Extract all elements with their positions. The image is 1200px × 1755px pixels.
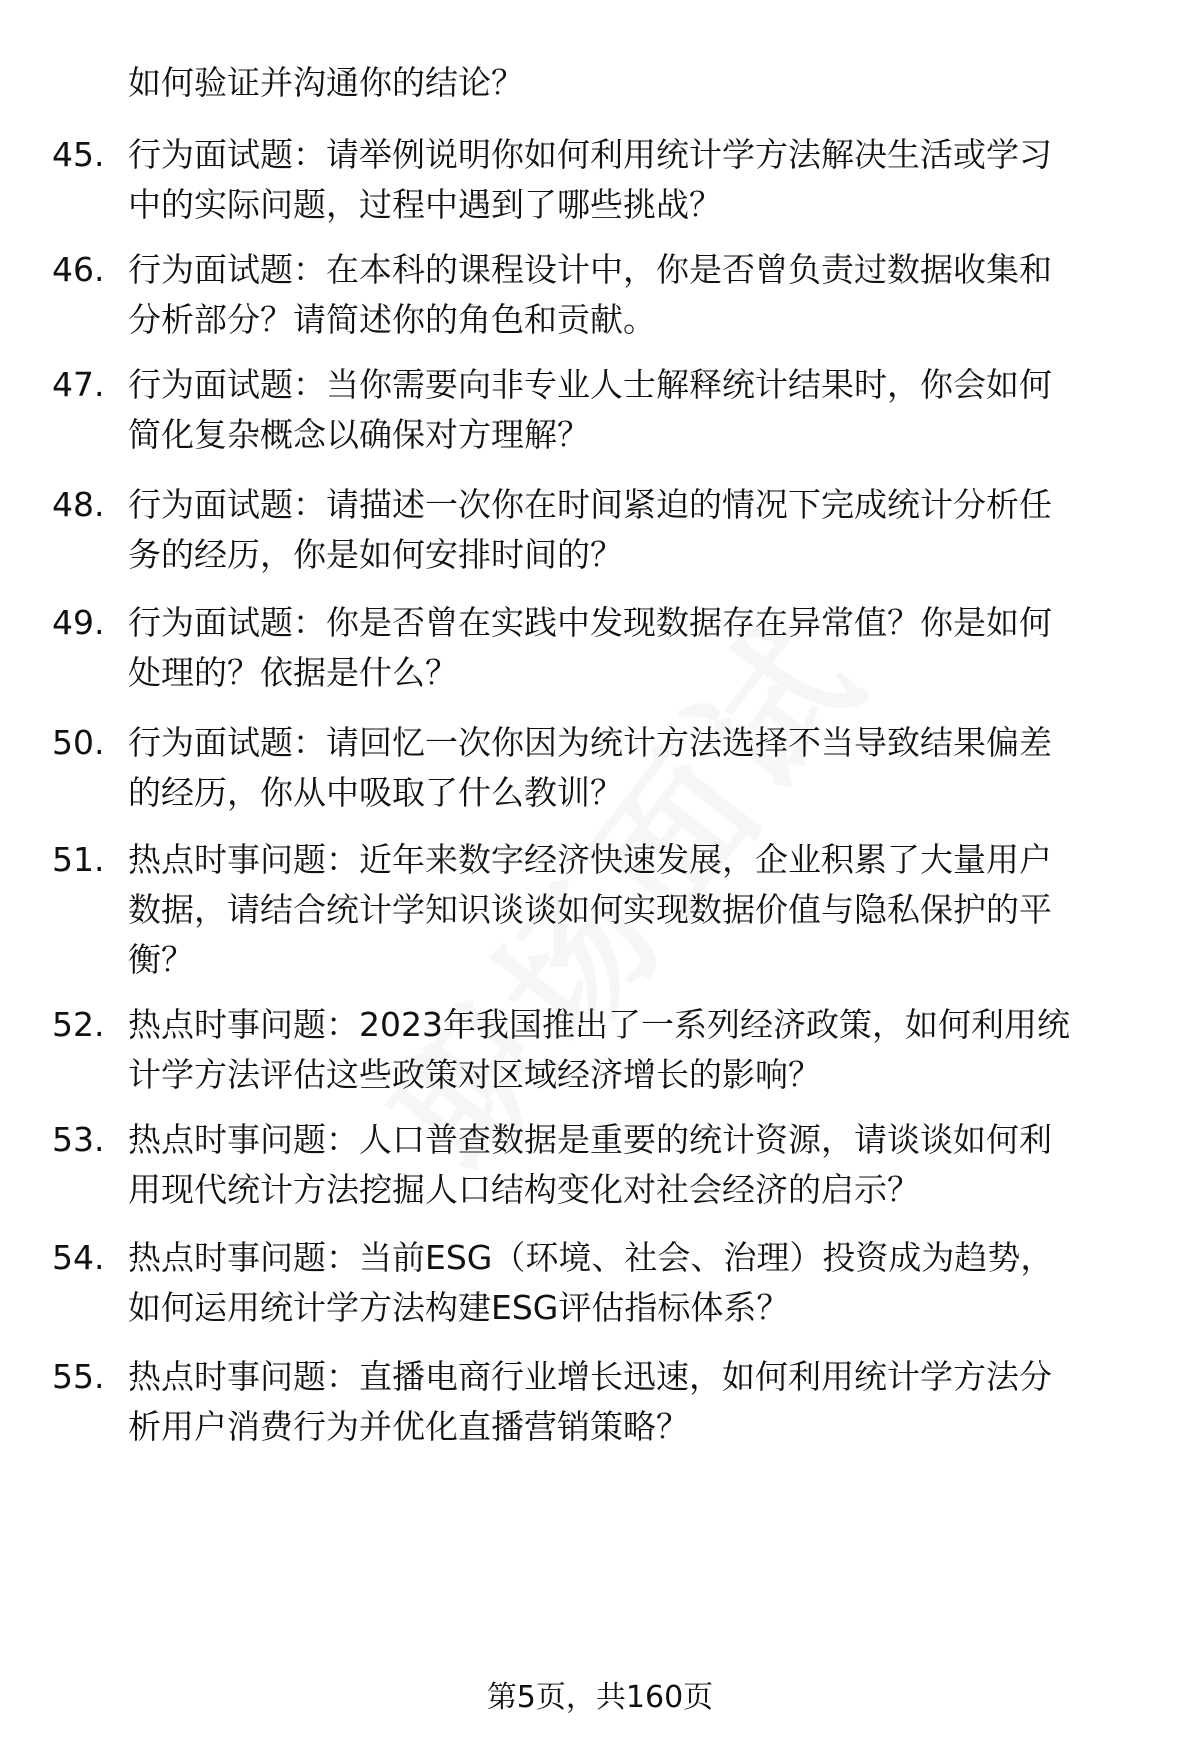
question-text	[128, 1115, 1162, 1215]
question-text	[128, 718, 1162, 818]
question-line: 简化复杂概念以确保对方理解？	[128, 415, 590, 454]
question-line: 行为面试题：请回忆一次你因为统计方法选择不当导致结果偏差	[128, 723, 1052, 762]
question-text	[128, 480, 1162, 580]
question-number: 54.	[52, 1238, 105, 1277]
question-number: 51.	[52, 840, 105, 879]
question-text	[128, 130, 1162, 230]
question-line: 行为面试题：请举例说明你如何利用统计学方法解决生活或学习	[128, 135, 1052, 174]
question-line: 行为面试题：当你需要向非专业人士解释统计结果时，你会如何	[128, 365, 1052, 404]
question-line: 衡？	[128, 940, 194, 979]
question-line: 行为面试题：请描述一次你在时间紧迫的情况下完成统计分析任	[128, 485, 1052, 524]
question-number: 47.	[52, 365, 105, 404]
question-line: 析用户消费行为并优化直播营销策略？	[128, 1407, 689, 1446]
question-item-48	[52, 480, 1162, 580]
question-line: 的经历，你从中吸取了什么教训？	[128, 773, 623, 812]
question-item-51	[52, 835, 1162, 985]
question-item-49	[52, 598, 1162, 698]
continuation-line: 如何验证并沟通你的结论？	[128, 63, 524, 102]
question-line: 热点时事问题：人口普查数据是重要的统计资源，请谈谈如何利	[128, 1120, 1052, 1159]
question-number: 50.	[52, 723, 105, 762]
question-text	[128, 835, 1162, 985]
page-footer: 第5页，共160页	[486, 1680, 714, 1715]
question-number: 49.	[52, 603, 105, 642]
question-item-52	[52, 1000, 1162, 1100]
question-number: 53.	[52, 1120, 105, 1159]
question-line: 行为面试题：在本科的课程设计中，你是否曾负责过数据收集和	[128, 250, 1052, 289]
question-line: 热点时事问题：当前ESG（环境、社会、治理）投资成为趋势，	[128, 1238, 1054, 1277]
question-line: 热点时事问题：近年来数字经济快速发展，企业积累了大量用户	[128, 840, 1052, 879]
question-line: 用现代统计方法挖掘人口结构变化对社会经济的启示？	[128, 1170, 920, 1209]
question-number: 45.	[52, 135, 105, 174]
question-line: 处理的？依据是什么？	[128, 653, 458, 692]
question-number: 46.	[52, 250, 105, 289]
question-item-53	[52, 1115, 1162, 1215]
question-text	[128, 1233, 1162, 1333]
question-line: 如何运用统计学方法构建ESG评估指标体系？	[128, 1288, 790, 1327]
question-number: 52.	[52, 1005, 105, 1044]
question-item-54	[52, 1233, 1162, 1333]
question-line: 计学方法评估这些政策对区域经济增长的影响？	[128, 1055, 821, 1094]
question-text	[128, 245, 1162, 345]
question-line: 务的经历，你是如何安排时间的？	[128, 535, 623, 574]
question-line: 数据，请结合统计学知识谈谈如何实现数据价值与隐私保护的平	[128, 890, 1052, 929]
question-text	[128, 1352, 1162, 1452]
question-item-55	[52, 1352, 1162, 1452]
question-item-47	[52, 360, 1162, 460]
question-item-50	[52, 718, 1162, 818]
question-number: 48.	[52, 485, 105, 524]
question-line: 热点时事问题：2023年我国推出了一系列经济政策，如何利用统	[128, 1005, 1070, 1044]
question-text	[128, 360, 1162, 460]
question-item-45	[52, 130, 1162, 230]
question-number: 55.	[52, 1357, 105, 1396]
question-text	[128, 598, 1162, 698]
question-line: 热点时事问题：直播电商行业增长迅速，如何利用统计学方法分	[128, 1357, 1052, 1396]
question-text	[128, 1000, 1162, 1100]
question-line: 分析部分？请简述你的角色和贡献。	[128, 300, 656, 339]
question-line: 行为面试题：你是否曾在实践中发现数据存在异常值？你是如何	[128, 603, 1052, 642]
question-line: 中的实际问题，过程中遇到了哪些挑战？	[128, 185, 722, 224]
question-item-46	[52, 245, 1162, 345]
